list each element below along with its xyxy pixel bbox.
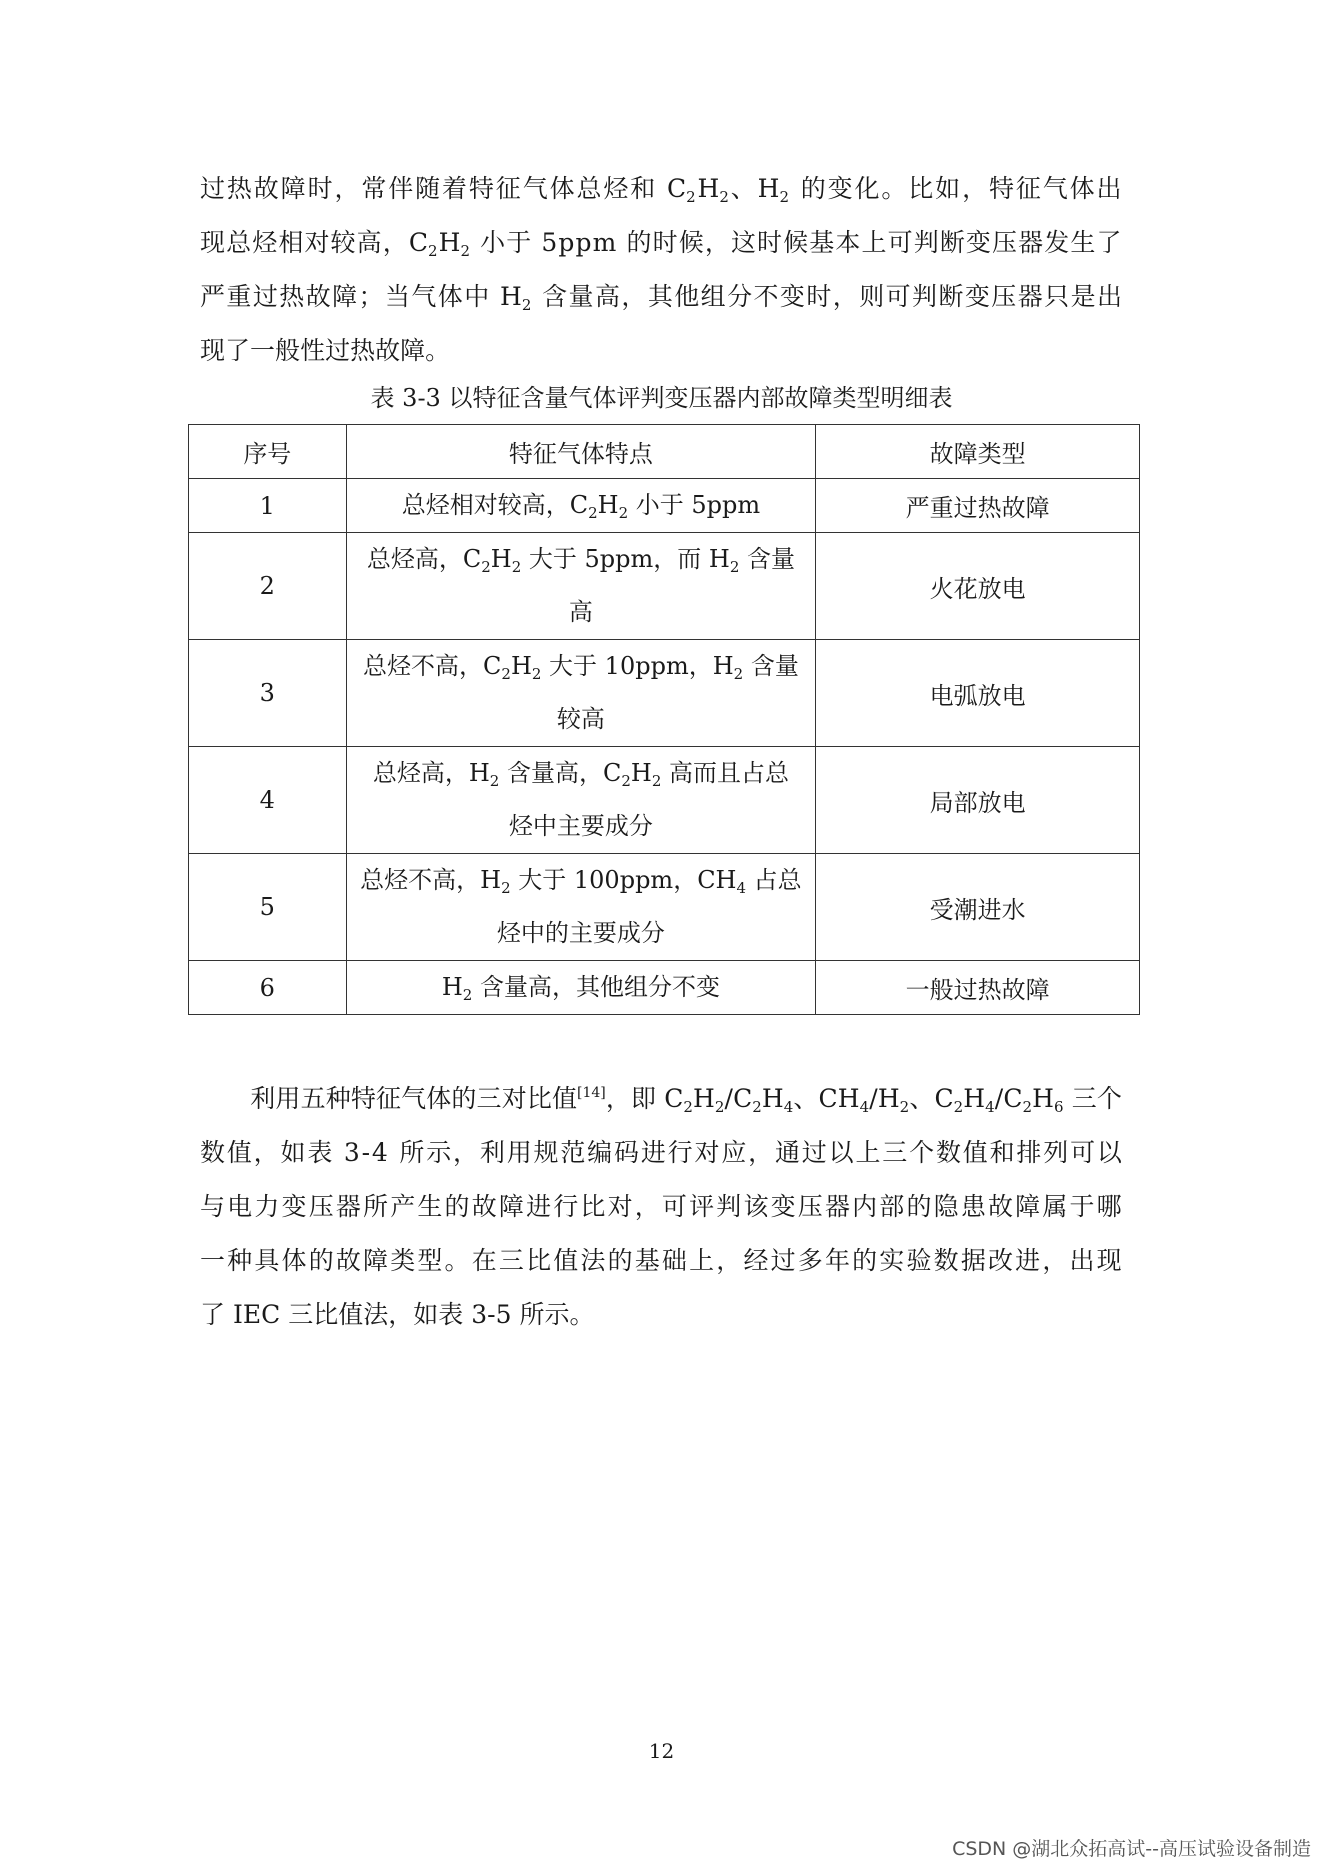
paragraph-line: 了 I E C 三 比 值 法 ， 如 表 3 - 5 所 示 。 [200,1300,595,1329]
page-number: 12 [648,1739,675,1763]
cell-fault: 火花放电 [816,533,1140,640]
header-fault: 故障类型 [816,425,1140,479]
paragraph-line: 一 种 具 体 的 故 障 类 型 。 在 三 比 值 法 的 基 础 上 ， 经 过 多 年 的 实 验 数 据 改 进 ， 出 现 [200,1246,1122,1275]
cell-feature: $H_2$ 含量高，其他组分不变 [346,961,816,1015]
cell-fault: 严重过热故障 [816,479,1140,533]
header-no: 序号 [189,425,347,479]
cell-no: 2 [189,533,347,640]
table-row [189,747,1140,854]
cell-no: 5 [189,854,347,961]
cell-no: 6 [189,961,347,1015]
table-row [189,854,1140,961]
cell-no: 3 [189,640,347,747]
paragraph-line: 过 热 故 障 时 ， 常 伴 随 着 特 征 气 体 总 烃 和 $C_2$ $H_2$ 、 $H_2$ 的 变 化 。 比 如 ， 特 征 气 体 出 [200,174,1122,206]
paragraph-line: 利 用 五 种 特 征 气 体 的 三 对 比 值[14] ， 即 $C_2$ $H_2$ / $C_2$ $H_4$ 、 C $H_4$ / $H_2$ 、 $C_2$ $H_4$ / $C_2$ $H_6$ 三 个 [250,1084,1122,1116]
paragraph-line: 现 了 一 般 性 过 热 故 障 。 [200,336,451,365]
table-header-row [189,425,1140,479]
table-row [189,533,1140,640]
cell-no: 1 [189,479,347,533]
table-row [189,640,1140,747]
header-feature: 特征气体特点 [346,425,816,479]
cell-feature: 总烃不高，$H_2$ 大于 100ppm，$CH_4$ 占总 烃中的主要成分 [346,854,816,961]
cell-feature: 总烃相对较高，$C_2H_2$ 小于 5ppm [346,479,816,533]
paragraph-line: 严 重 过 热 故 障 ； 当 气 体 中 $H_2$ 含 量 高 ， 其 他 组 分 不 变 时 ， 则 可 判 断 变 压 器 只 是 出 [200,282,1122,314]
watermark: CSDN @湖北众拓高试--高压试验设备制造 [952,1838,1311,1860]
table-row [189,961,1140,1015]
fault-type-table [188,424,1140,1015]
cell-feature: 总烃不高，$C_2H_2$ 大于 10ppm，$H_2$ 含量 较高 [346,640,816,747]
cell-feature: 总烃高，$H_2$ 含量高，$C_2H_2$ 高而且占总 烃中主要成分 [346,747,816,854]
paragraph-line: 与 电 力 变 压 器 所 产 生 的 故 障 进 行 比 对 ， 可 评 判 该 变 压 器 内 部 的 隐 患 故 障 属 于 哪 [200,1192,1122,1221]
table-row [189,479,1140,533]
paragraph-line: 现 总 烃 相 对 较 高 ， $C_2$ $H_2$ 小 于 5 p p m 的 时 候 ， 这 时 候 基 本 上 可 判 断 变 压 器 发 生 了 [200,228,1122,260]
paragraph-2 [200,1072,1122,1342]
cell-fault: 受潮进水 [816,854,1140,961]
paragraph-line: 数 值 ， 如 表 3 - 4 所 示 ， 利 用 规 范 编 码 进 行 对 应 ， 通 过 以 上 三 个 数 值 和 排 列 可 以 [200,1138,1122,1167]
cell-fault: 电弧放电 [816,640,1140,747]
table-caption: 表 3-3 以特征含量气体评判变压器内部故障类型明细表 [370,384,953,412]
cell-no: 4 [189,747,347,854]
cell-fault: 局部放电 [816,747,1140,854]
paragraph-1 [200,162,1122,378]
cell-fault: 一般过热故障 [816,961,1140,1015]
cell-feature: 总烃高，$C_2H_2$ 大于 5ppm，而 $H_2$ 含量 高 [346,533,816,640]
